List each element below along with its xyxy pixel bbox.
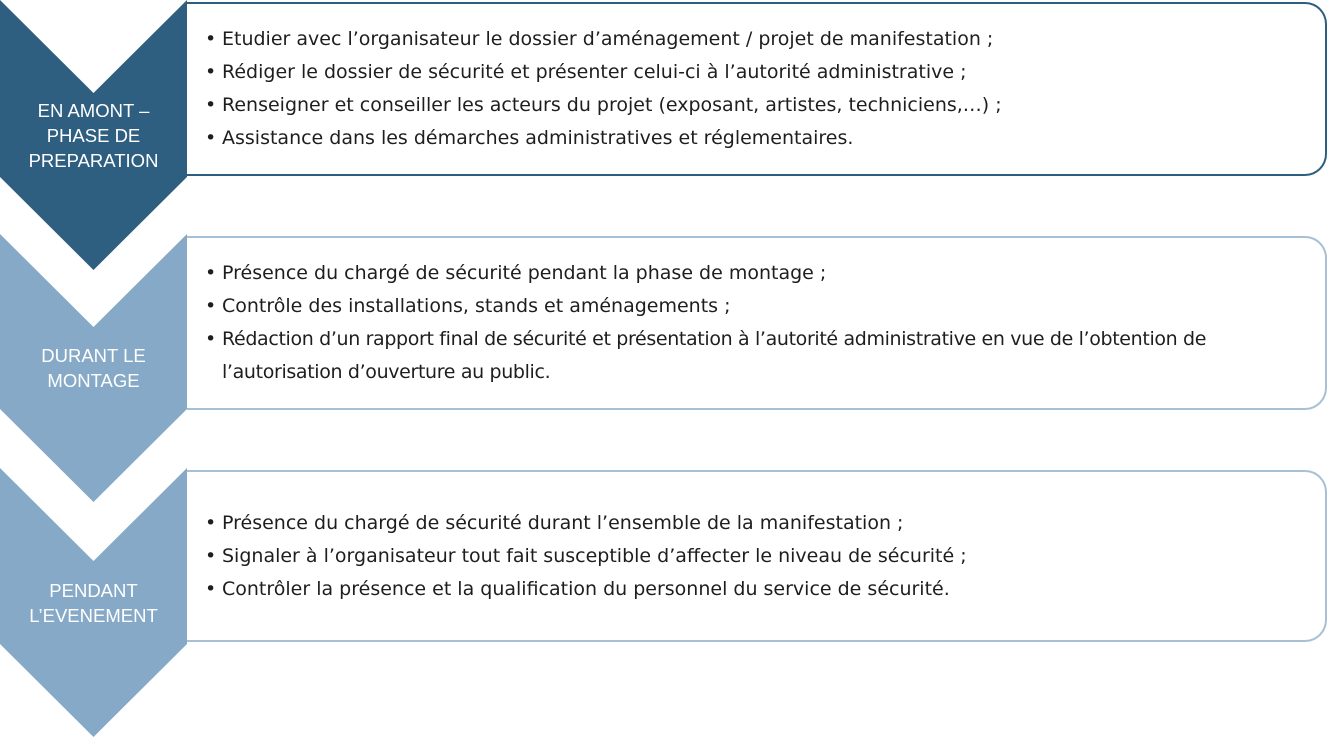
task-item (205, 56, 1311, 89)
task-text: Renseigner et conseiller les acteurs du projet (exposant, artistes, techniciens,…) ; (222, 94, 1002, 116)
task-item (205, 573, 1311, 606)
task-text: Contrôle des installations, stands et aménagements ; (222, 295, 731, 317)
task-item (205, 507, 1311, 540)
bullet-dot: • (205, 61, 217, 83)
task-item (205, 89, 1311, 122)
stage-2-chevron (0, 234, 187, 502)
task-text: Rédaction d’un rapport final de sécurité et présentation à l’autorité administrative en vue de l’obtention de l’autorisation d’ouverture au public. (222, 328, 1207, 383)
stage-1-box (187, 2, 1327, 176)
task-item (205, 257, 1311, 290)
stage-2-box (187, 236, 1327, 410)
stage-2-label: DURANT LE MONTAGE (41, 345, 146, 391)
stage-2-task-list (187, 257, 1325, 389)
task-text: Présence du chargé de sécurité pendant la phase de montage ; (222, 262, 827, 284)
stage-3-label: PENDANT L’EVENEMENT (29, 579, 158, 626)
stage-3-chevron (0, 468, 187, 737)
bullet-dot: • (205, 262, 217, 284)
task-item (205, 122, 1311, 155)
bullet-dot: • (205, 94, 217, 116)
bullet-dot: • (205, 127, 217, 149)
task-text: Contrôler la présence et la qualification du personnel du service de sécurité. (222, 577, 950, 600)
task-item (205, 23, 1311, 56)
task-text: Assistance dans les démarches administratives et réglementaires. (222, 127, 854, 149)
stage-1-chevron (0, 0, 187, 270)
bullet-dot: • (205, 295, 217, 317)
bullet-dot: • (205, 28, 217, 50)
bullet-dot: • (205, 511, 217, 534)
task-text: Etudier avec l’organisateur le dossier d’aménagement / projet de manifestation ; (222, 28, 994, 50)
task-text: Signaler à l’organisateur tout fait susceptible d’affecter le niveau de sécurité ; (222, 544, 967, 567)
bullet-dot: • (205, 577, 217, 600)
bullet-dot: • (205, 544, 217, 567)
task-text: Rédiger le dossier de sécurité et présenter celui-ci à l’autorité administrative ; (222, 61, 967, 83)
task-item (205, 323, 1311, 389)
bullet-dot: • (205, 328, 216, 350)
stage-3-task-list (187, 507, 1325, 606)
stage-1-label: EN AMONT – PHASE DE PREPARATION (28, 99, 159, 171)
task-item (205, 290, 1311, 323)
stage-1-task-list (187, 23, 1325, 155)
task-text: Présence du chargé de sécurité durant l’ensemble de la manifestation ; (222, 511, 904, 534)
task-item (205, 540, 1311, 573)
stage-3-box (187, 470, 1327, 642)
